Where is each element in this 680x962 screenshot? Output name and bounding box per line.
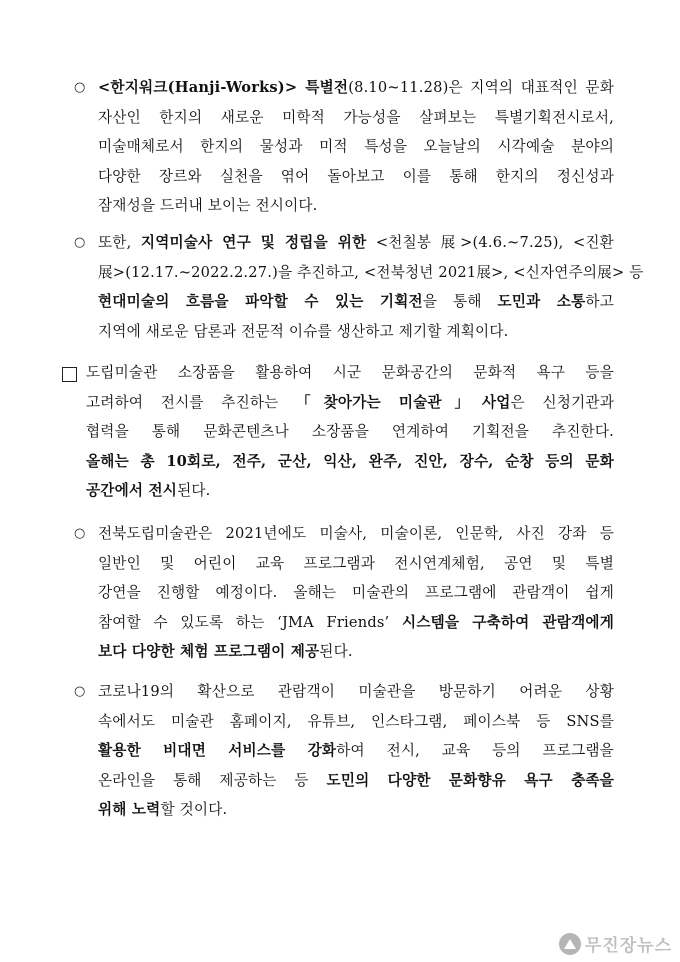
paragraph-regional-art-history (74, 228, 644, 346)
text-run: 하여 전시, 교육 등의 프로그램을 (336, 742, 614, 759)
text-run: 전북도립미술관은 2021년에도 미술사, 미술이론, 인문학, 사진 강좌 등 (98, 525, 614, 542)
text-run: 다양한 장르와 실천을 엮어 돌아보고 이를 통해 한지의 정신성과 (98, 167, 614, 185)
text-run: <천칠봉 展>(4.6.~7.25), <진환 (366, 234, 614, 251)
text-run: 된다. (319, 643, 353, 660)
text-run: 미술매체로서 한지의 물성과 미적 특성을 오늘날의 시각예술 분야의 (98, 138, 614, 155)
text-line (98, 637, 614, 667)
square-bullet (62, 358, 86, 392)
text-line (98, 707, 614, 737)
text-line (86, 358, 614, 388)
bold-text-run: 현대미술의 흐름을 파악할 수 있는 기획전 (98, 293, 423, 310)
text-run: 일반인 및 어린이 교육 프로그램과 전시연계체험, 공연 및 특별 (98, 554, 614, 572)
bold-text-run: 보다 다양한 체험 프로그램이 제공 (98, 643, 320, 660)
bold-text-run: 공간에서 전시 (86, 482, 178, 499)
text-run: 잠재성을 드러내 보이는 전시이다. (98, 197, 318, 214)
text-line (98, 132, 614, 162)
text-line (98, 549, 614, 579)
circle-bullet: ○ (74, 235, 86, 250)
paragraph-online-services (74, 677, 614, 825)
text-run: 강연을 진행할 예정이다. 올해는 미술관의 프로그램에 관람객이 쉽게 (98, 584, 614, 601)
text-run: 된다. (177, 482, 211, 499)
text-line (98, 578, 614, 608)
bold-text-run: 「찾아가는 미술관」사업 (296, 393, 511, 411)
circle-bullet: ○ (74, 684, 86, 699)
bold-text-run: 활용한 비대면 서비스를 강화 (98, 742, 337, 759)
circle-bullet: ○ (74, 526, 86, 541)
text-run: 속에서도 미술관 홈페이지, 유튜브, 인스타그램, 페이스북 등 SNS를 (98, 712, 614, 730)
text-line (98, 608, 614, 638)
bold-text-run: 위해 노력 (98, 801, 161, 818)
text-run: 자산인 한지의 새로운 미학적 가능성을 살펴보는 특별기획전시로서, (98, 108, 614, 126)
text-line (98, 228, 614, 258)
text-line (98, 736, 614, 766)
text-line (98, 317, 614, 347)
paragraph-visiting-museum (62, 358, 614, 506)
paragraph-hanji-works (74, 73, 614, 221)
bold-text-run: 지역미술사 연구 및 정립을 위한 (140, 234, 367, 251)
text-run: 도립미술관 소장품을 활용하여 시군 문화공간의 문화적 욕구 등을 (86, 364, 614, 381)
checkbox-square-icon (62, 367, 77, 382)
bold-text-run: <한지워크(Hanji-Works)> 특별전 (98, 79, 349, 96)
paragraph-text (86, 358, 614, 506)
text-line (98, 795, 614, 825)
mountain-logo-icon (559, 933, 581, 955)
bold-text-run: 올해는 총 10회로, 전주, 군산, 익산, 완주, 진안, 장수, 순창 등의 문화 (86, 452, 614, 470)
text-run: 고려하여 전시를 추진하는 (86, 393, 297, 411)
paragraph-text (98, 228, 644, 346)
text-line (86, 447, 614, 477)
text-run: 참여할 수 있도록 하는 ‘JMA Friends’ (98, 613, 403, 631)
text-line (98, 103, 614, 133)
text-line (98, 73, 614, 103)
bold-text-run: 도민과 소통 (497, 293, 586, 310)
bold-text-run: 시스템을 구축하여 관람객에게 (402, 613, 614, 631)
text-run: (8.10~11.28)은 지역의 대표적인 문화 (348, 79, 614, 96)
text-line (98, 287, 614, 317)
paragraph-text (98, 519, 614, 667)
text-line (98, 258, 644, 288)
paragraph-text (98, 73, 614, 221)
text-line (98, 519, 614, 549)
text-run: 할 것이다. (160, 801, 228, 818)
circle-bullet: ○ (74, 80, 86, 95)
text-run: 은 신청기관과 (510, 393, 614, 411)
text-run: 또한, (98, 234, 141, 251)
bold-text-run: 도민의 다양한 문화향유 욕구 충족을 (326, 771, 614, 789)
text-line (86, 476, 614, 506)
text-run: 하고 (585, 293, 614, 310)
text-run: 을 통해 (422, 293, 498, 310)
text-run: 지역에 새로운 담론과 전문적 이슈를 생산하고 제기할 계획이다. (98, 322, 509, 340)
watermark (559, 931, 672, 956)
paragraph-education-programs (74, 519, 614, 667)
text-run: 온라인을 통해 제공하는 등 (98, 771, 327, 789)
text-line (98, 162, 614, 192)
text-run: 코로나19의 확산으로 관람객이 미술관을 방문하기 어려운 상황 (98, 683, 614, 700)
text-run: 협력을 통해 문화콘텐츠나 소장품을 연계하여 기획전을 추진한다. (86, 423, 614, 440)
text-line (98, 191, 614, 221)
text-line (86, 417, 614, 447)
paragraph-text (98, 677, 614, 825)
text-run: 展>(12.17.~2022.2.27.)을 추진하고, <전북청년 2021展>, <신자연주의展> 등 (98, 263, 644, 281)
text-line (98, 766, 614, 796)
text-line (86, 388, 614, 418)
watermark-text: 무진장뉴스 (584, 936, 672, 956)
text-line (98, 677, 614, 707)
